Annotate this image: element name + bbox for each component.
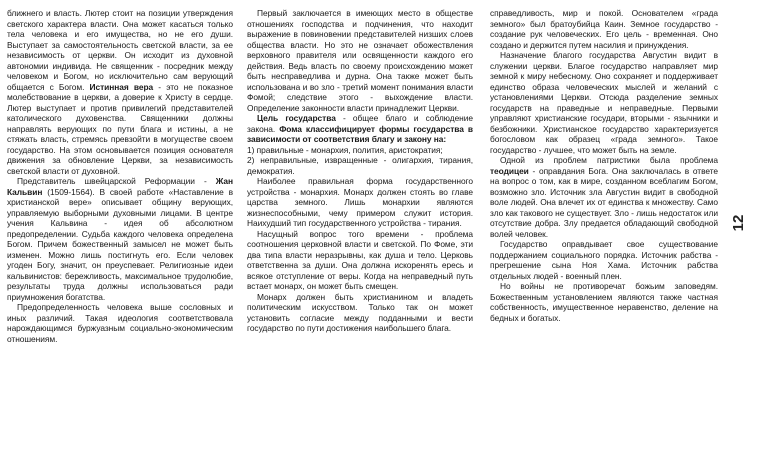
bold-term: Цель государства [257,113,336,123]
paragraph: Цель государства - общее благо и соблюдение закона. Фома классифицирует формы государства в зависимости от соответствия благу и закону на: [247,113,473,144]
bold-term: Фома классифицирует формы государства в зависимости от соответствия благу и закону на: [247,123,473,144]
paragraph: Наиболее правильная форма государственного устройства - монархия. Монарх должен стоять во главе царства земного. Лишь монархии являются жизнеспособными, чему примером служит история. Наихудший тип государственного устройства - тирания. [247,176,473,228]
paragraph: ближнего и власть. Лютер стоит на позиции утверждения светского характера власти. Она может касаться только тела человека и его имущества, но не его души. Выступает за самостоятельность светской власти, за ее независимость от церкви. Он исходит из духовной автономии индивида. Не священник - посредник между человеком и Богом, но исключительно сам верующий общается с Богом. Истинная вера - это не показное молебствование в церкви, а доверие к Христу в сердце. Лютер выступает и против привилегий представителей католического духовенства. Священники должны направлять верующих по пути блага и истины, а не стяжать власть, стремясь превзойти в могуществе своем государство. На этом основывается позиция основателя движения за обновление Церкви, за независимость светской власти от духовной. [7,8,233,176]
paragraph: Представитель швейцарской Реформации - Жан Кальвин (1509-1564). В своей работе «Наставление в христианской вере» описывает общину верующих, управляемую выборными духовными лицами. В центре учения Кальвина - идея об абсолютном предопределении. Судьба каждого человека определена Богом. Причем божественный замысел не может быть изменен. Можно лишь постигнуть его. Если человек угоден Богу, значит, он преуспевает. Религиозные идеи кальвинистов: бережливость, максимальное трудолюбие, результаты труда должны использоваться ради приумножения богатства. [7,176,234,302]
text-column-2 [247,8,473,334]
paragraph: Первый заключается в имеющих место в обществе отношениях господства и подчинения, что находит выражение в повиновении представителей низших слоев обществa власти. Но это не означает обожествления верховного правителя или освященности каждого его действия. Ведь власть по своему происхождению может быть несправедлива и дурна. Она также может быть использована и во зло - третий момент понимания власти Фомой; следствие этого - выхождение власти. Определение законности власти принадлежит Церкви. [247,8,473,113]
text-column-3 [490,8,718,323]
bold-term: Истинная вера [89,81,154,92]
page-number: 12 [730,214,747,232]
list-item: 2) неправильные, извращенные - олигархия, тирания, демократия. [247,155,473,176]
paragraph: Назначение благого государства Августин видит в служении церкви. Благое государство направляет мир земной к миру небесному. Оно сохраняет и поддерживает единство образа человеческих мыслей и желаний с установлениями Церкви. Отсюда разделение земных государств на праведные и неправедные. Первыми управляют христианские государи, вторыми - язычники и безбожники. Христианское государство характеризуется богословом как образец «града земного». Такое государство - лучшее, что может быть на земле. [490,50,718,155]
paragraph: Государство оправдывает свое существование поддержанием социального порядка. Источник рабства - прегрешение сына Ноя Хама. Источник рабства отдельных людей - военный плен. [490,239,718,281]
paragraph: справедливость, мир и покой. Основателем «града земного» был братоубийца Каин. Земное государство - создание рук человеческих. Его цель - временная. Оно создано и держится путем насилия и принуждения. [490,8,718,50]
bold-term: теодицеи [490,165,529,176]
paragraph: Монарх должен быть христианином и владеть политическим искусством. Только так он может установить согласие между подданными и вести государство по пути достижения наибольшего блага. [247,291,473,333]
bold-term: Жан Кальвин [7,176,233,197]
paragraph: Но войны не противоречат божьим заповедям. Божественным установлением являются также частная собственность, имущественное неравенство, деление на бедных и богатых. [490,281,718,323]
text-column-1 [7,8,233,344]
paragraph: Предопределенность человека выше сословных и иных различий. Такая идеология соответствовала нарождающимся буржуазным социально-экономическим отношениям. [7,302,233,344]
paragraph: Одной из проблем патристики была проблема теодицеи - оправдания Бога. Она заключалась в ответе на вопрос о том, как в мире, созданном всеблагим Богом, возможно зло. Источник зла Августин видит в свободной воле людей. Она влечет их от единства к множеству. Само зло как такового не существует. Зло - лишь недостаток или отсутствие добра. Злу предается обладающий свободной волей человек. [490,155,719,239]
paragraph: Насущный вопрос того времени - проблема соотношения церковной власти и светской. По Фоме, эти два типа власти неразрывны, как душа и тело. Церковь ответственна за души. Она должна искоренять ересь и всякое отступление от веры. Когда на неправедный путь встает монарх, он может быть смещен. [247,228,473,291]
list-item: 1) правильные - монархия, полития, аристократия; [247,144,443,155]
